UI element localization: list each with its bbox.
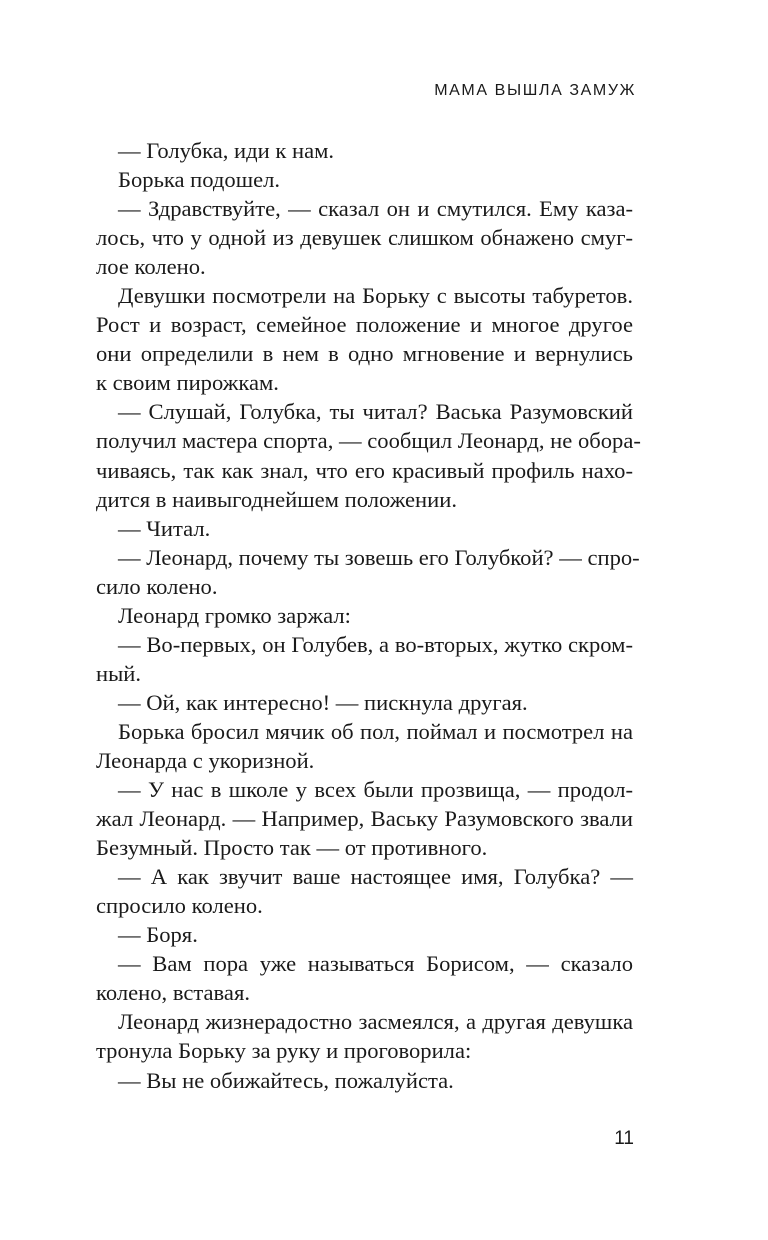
text-line: — Голубка, иди к нам. [118, 138, 335, 163]
text-line: — Боря. [118, 922, 198, 948]
text-line: ный. [96, 660, 142, 686]
page-number: 11 [614, 1128, 634, 1149]
text-line: Девушки посмотрели на Борьку с высоты табуретов. [118, 283, 633, 309]
text-line: Леонард жизнерадостно засмеялся, а другая девушка [118, 1009, 633, 1035]
text-line: спросило колено. [96, 893, 263, 919]
text-line: — Вы не обижайтесь, пожалуйста. [118, 1067, 454, 1093]
body-text [96, 136, 641, 1095]
text-line: тронула Борьку за руку и проговорила: [96, 1038, 472, 1064]
text-line: дится в наивыгоднейшем положении. [96, 486, 457, 512]
text-line: Безумный. Просто так — от противного. [96, 835, 488, 861]
text-line: — Леонард, почему ты зовешь его Голубкой? — спро- [118, 544, 640, 570]
text-line: они определили в нем в одно мгновение и вернулись [96, 341, 633, 367]
text-line: получил мастера спорта, — сообщил Леонард, не обора- [96, 428, 641, 454]
text-line: Леонард громко заржал: [118, 602, 351, 628]
text-line: — Здравствуйте, — сказал он и смутился. Ему каза- [118, 196, 633, 222]
text-line: Борька подошел. [118, 167, 281, 193]
text-line: — У нас в школе у всех были прозвища, — продол- [118, 777, 633, 803]
text-line: Рост и возраст, семейное положение и многое другое [96, 312, 633, 338]
text-line: — А как звучит ваше настоящее имя, Голубка? — [118, 864, 633, 890]
text-line: лое колено. [96, 254, 206, 280]
text-line: — Вам пора уже называться Борисом, — сказало [118, 951, 633, 977]
text-line: жал Леонард. — Например, Ваську Разумовского звали [96, 806, 633, 832]
text-line: Леонарда с укоризной. [96, 747, 315, 773]
text-line: чиваясь, так как знал, что его красивый профиль нахо- [96, 457, 633, 483]
text-line: Борька бросил мячик об пол, поймал и посмотрел на [118, 718, 633, 744]
text-line: колено, вставая. [96, 980, 250, 1006]
text-line: — Во-первых, он Голубев, а во-вторых, жутко скром- [118, 631, 633, 657]
text-line: — Слушай, Голубка, ты читал? Васька Разумовский [118, 399, 633, 425]
text-line: — Читал. [118, 515, 211, 541]
text-line: сило колено. [96, 573, 218, 599]
text-line: к своим пирожкам. [96, 370, 279, 396]
text-line: — Ой, как интересно! — пискнула другая. [118, 689, 528, 715]
running-head-title: МАМА ВЫШЛА ЗАМУЖ [434, 82, 636, 99]
text-line: лось, что у одной из девушек слишком обнажено смуг- [96, 225, 633, 251]
